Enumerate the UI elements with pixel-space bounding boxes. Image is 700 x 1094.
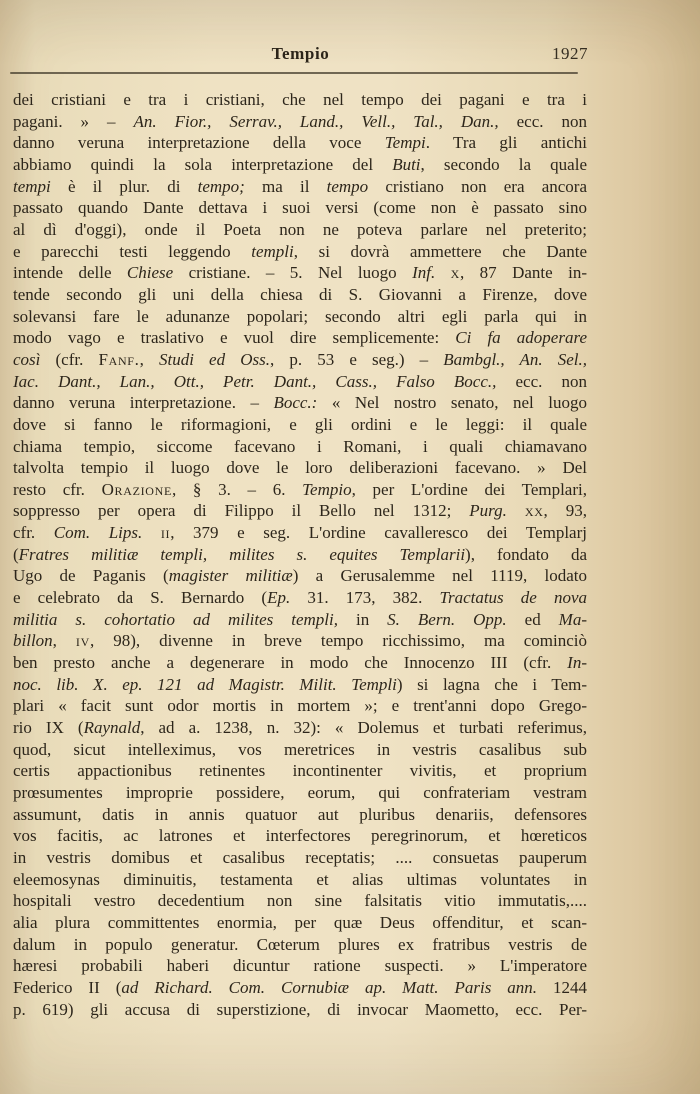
text-line [13, 847, 587, 869]
text-segment: danno veruna interpretazione. – [13, 393, 274, 413]
text-segment: x [450, 263, 460, 283]
text-line [13, 739, 587, 761]
text-segment: ) si lagna che i Tem- [396, 674, 587, 694]
text-segment: Com. Lips. [53, 523, 143, 543]
text-segment: in [338, 609, 388, 629]
text-line [13, 349, 587, 371]
text-segment: Raynald [83, 718, 141, 738]
text-line [13, 760, 587, 782]
text-segment: Fanf. [98, 349, 140, 369]
text-segment: vos facitis, ac latrones et interfectores peregrinorum, et hœreticos [13, 826, 587, 846]
text-segment: è il plur. di [50, 176, 198, 196]
text-segment: Bambgl., An. Sel., [443, 349, 588, 369]
text-segment: , 379 e seg. L'ordine cavalleresco dei Templarj [170, 523, 587, 543]
text-line [13, 609, 587, 631]
text-segment: hæresi probabili haberi dicuntur ratione suspecti. » L'imperatore [13, 956, 587, 976]
text-segment: Ma- [558, 609, 587, 629]
text-segment: templi [251, 241, 294, 261]
text-segment: Purg. [469, 501, 507, 521]
text-segment: cfr. [13, 523, 54, 543]
text-segment: Ugo de Paganis ( [13, 566, 169, 586]
text-segment: ( [13, 544, 19, 564]
text-segment [507, 501, 525, 520]
text-line [13, 804, 587, 826]
text-segment: eleemosynas diminuitis, testamenta et alias ultimas voluntates in [13, 869, 587, 889]
text-segment: e celebrato da S. Bernardo ( [13, 588, 268, 608]
text-segment: danno veruna interpretazione della voce [13, 133, 385, 153]
text-segment: e parecchi testi leggendo [13, 241, 252, 261]
text-line [13, 436, 587, 458]
text-segment: , secondo la quale [420, 154, 587, 174]
text-segment: tempi [13, 176, 51, 196]
text-segment: billon [13, 631, 53, 651]
text-segment: tende secondo gli uni della chiesa di S. Giovanni a Firenze, dove [13, 284, 587, 304]
text-segment: 1244 [537, 977, 588, 997]
text-segment: , per L'ordine dei Templari, [351, 479, 587, 499]
text-line [13, 587, 587, 609]
text-segment: militia s. cohortatio ad milites templi, [13, 609, 338, 629]
text-segment: dalum in populo generatur. Cœterum plures ex fratribus vestris de [13, 934, 587, 954]
text-segment: An. Fior., Serrav., Land., Vell., Tal., Dan., [133, 111, 499, 131]
header-rule [10, 72, 578, 74]
text-line [13, 111, 587, 133]
text-line [13, 977, 587, 999]
text-segment: , p. 53 e seg.) – [269, 349, 444, 369]
text-segment: p. 619) gli accusa di superstizione, di invocar Maometto, ecc. Per- [13, 999, 587, 1019]
text-segment: ed [506, 609, 559, 629]
text-line [13, 306, 587, 328]
text-line [13, 782, 587, 804]
text-segment: ecc. non [498, 111, 587, 131]
text-segment: Inf. [412, 263, 436, 283]
text-line [13, 262, 587, 284]
text-segment: ), fondato da [465, 544, 587, 564]
text-line [13, 717, 587, 739]
text-segment: talvolta tempio il luogo dove le loro deliberazioni facevano. » Del [13, 458, 587, 478]
text-segment: ad Richard. Com. Cornubiæ ap. Matt. Paris ann. [121, 977, 538, 997]
text-segment: , [139, 349, 159, 369]
text-segment: ben presto anche a degenerare in modo che Innocenzo III (cfr. [13, 653, 568, 673]
text-line [13, 912, 587, 934]
text-segment: chiama tempio, siccome facevano i Romani, i quali chiamavano [13, 436, 587, 456]
text-segment: « Nel nostro senato, nel luogo [317, 393, 587, 413]
text-line [13, 457, 587, 479]
text-segment: xx [524, 501, 544, 521]
text-line [13, 630, 587, 652]
text-line [13, 934, 587, 956]
text-segment: hospitali vestro decedentium non sine falsitatis vitio immutatis,.... [13, 891, 587, 911]
text-segment: resto cfr. [13, 479, 102, 499]
text-line [13, 869, 587, 891]
text-segment: , 98), divenne in breve tempo ricchissimo, ma cominciò [89, 631, 587, 651]
text-line [13, 154, 587, 176]
text-segment: Ep. [267, 588, 291, 608]
text-line [13, 414, 587, 436]
text-line [13, 479, 587, 501]
text-segment: pagani. » – [13, 111, 134, 131]
text-segment: Fratres militiæ templi, milites s. equites Templarii [18, 544, 466, 564]
text-segment: solevansi fare le adunanze popolari; secondo altri egli parla qui in [13, 306, 587, 326]
text-segment: magister militiæ [168, 566, 293, 586]
text-line [13, 197, 587, 219]
text-segment: , 87 Dante in- [460, 263, 587, 283]
text-line [13, 500, 587, 522]
text-segment: 31. 173, 382. [290, 588, 440, 608]
text-line [13, 392, 587, 414]
text-segment: noc. lib. X. ep. 121 ad Magistr. Milit. Templi [13, 674, 397, 694]
text-line [13, 89, 587, 111]
text-line [13, 890, 587, 912]
text-line [13, 371, 587, 393]
text-line [13, 674, 587, 696]
text-segment: iv [75, 631, 90, 651]
text-line [13, 565, 587, 587]
text-line [13, 284, 587, 306]
text-segment: ii [160, 523, 171, 543]
text-segment: , § 3. – 6. [171, 479, 303, 499]
text-line [13, 544, 587, 566]
text-segment: assumunt, datis in annis quatuor aut pluribus denariis, defensores [13, 804, 587, 824]
text-segment: intende delle [13, 263, 127, 283]
text-segment: Studi ed Oss. [158, 349, 270, 369]
text-segment: S. Bern. Opp. [387, 609, 507, 629]
text-line [13, 132, 587, 154]
text-line [13, 955, 587, 977]
text-segment: ecc. non [496, 371, 587, 391]
text-segment: , [52, 631, 76, 651]
text-segment: rio IX ( [13, 718, 84, 738]
page-number: 1927 [552, 44, 588, 63]
text-segment: Ci fa adoperare [455, 328, 587, 348]
text-line [13, 219, 587, 241]
text-segment: , si dovrà ammettere che Dante [293, 241, 587, 261]
text-line [13, 241, 587, 263]
text-segment: dove si fanno le riformagioni, e gli ordini e le leggi: il quale [13, 414, 587, 434]
text-line [13, 695, 587, 717]
text-segment: al dì d'oggi), onde il Poeta non ne poteva parlare nel preterito; [13, 219, 587, 239]
text-line [13, 176, 587, 198]
text-segment: Federico II ( [13, 977, 122, 997]
text-segment: cristiane. – 5. Nel luogo [173, 263, 413, 283]
text-segment: passato quando Dante dettava i suoi versi (come non è passato sino [13, 198, 587, 218]
text-line [13, 652, 587, 674]
text-segment: (cfr. [40, 349, 99, 369]
text-segment: soppresso per opera di Filippo il Bello nel 1312; [13, 501, 470, 521]
text-segment: , 93, [543, 501, 588, 521]
text-segment: Tempi [384, 133, 426, 153]
text-segment: Chiese [126, 263, 174, 283]
text-segment: ) a Gerusalemme nel 1119, lodato [292, 566, 587, 586]
text-segment: così [13, 349, 41, 369]
text-segment: prœsumentes improprie possidere, eorum, qui confrateriam vestram [13, 783, 587, 802]
running-header [13, 44, 588, 66]
text-segment: modo vago e traslativo e vuol dire semplicemente: [13, 328, 456, 348]
text-segment: tempo; [197, 176, 245, 196]
text-segment: Bocc.: [273, 393, 318, 413]
text-segment [142, 523, 161, 542]
text-line [13, 522, 587, 544]
text-segment: ma il [244, 176, 327, 196]
text-segment: certis appactionibus retinentes incontinenter vivitis, et proprium [13, 761, 587, 781]
text-segment: alia plura committentes enormia, per quæ Deus offenditur, et scan- [13, 912, 587, 932]
text-segment: In- [567, 653, 587, 673]
text-segment [435, 263, 450, 282]
text-segment: , ad a. 1238, n. 32): « Dolemus et turbati referimus, [140, 718, 587, 738]
text-block [13, 89, 587, 1020]
text-segment: Tractatus de nova [439, 588, 587, 608]
text-segment: cristiano non era ancora [368, 176, 587, 196]
text-segment: dei cristiani e tra i cristiani, che nel tempo dei pagani e tra i [13, 90, 587, 109]
text-segment: Tempio [302, 479, 352, 499]
text-line [13, 999, 587, 1021]
text-segment: Buti [392, 154, 421, 174]
text-segment: tempo [326, 176, 369, 196]
text-line [13, 327, 587, 349]
text-segment: Orazione [101, 479, 172, 499]
text-segment: in vestris domibus et casalibus receptatis; .... consuetas pauperum [13, 847, 587, 867]
page-title: Tempio [271, 44, 330, 63]
text-segment: abbiamo quindi la sola interpretazione del [13, 154, 393, 174]
text-segment: Iac. Dant., Lan., Ott., Petr. Dant., Cass., Falso Bocc., [13, 371, 497, 391]
text-line [13, 825, 587, 847]
text-segment: . Tra gli antichi [425, 133, 587, 153]
text-segment: quod, sicut intelleximus, vos meretrices in vestris casalibus sub [13, 739, 587, 759]
text-segment: plari « facit sunt odor mortis in mortem »; e trent'anni dopo Grego- [13, 696, 587, 716]
